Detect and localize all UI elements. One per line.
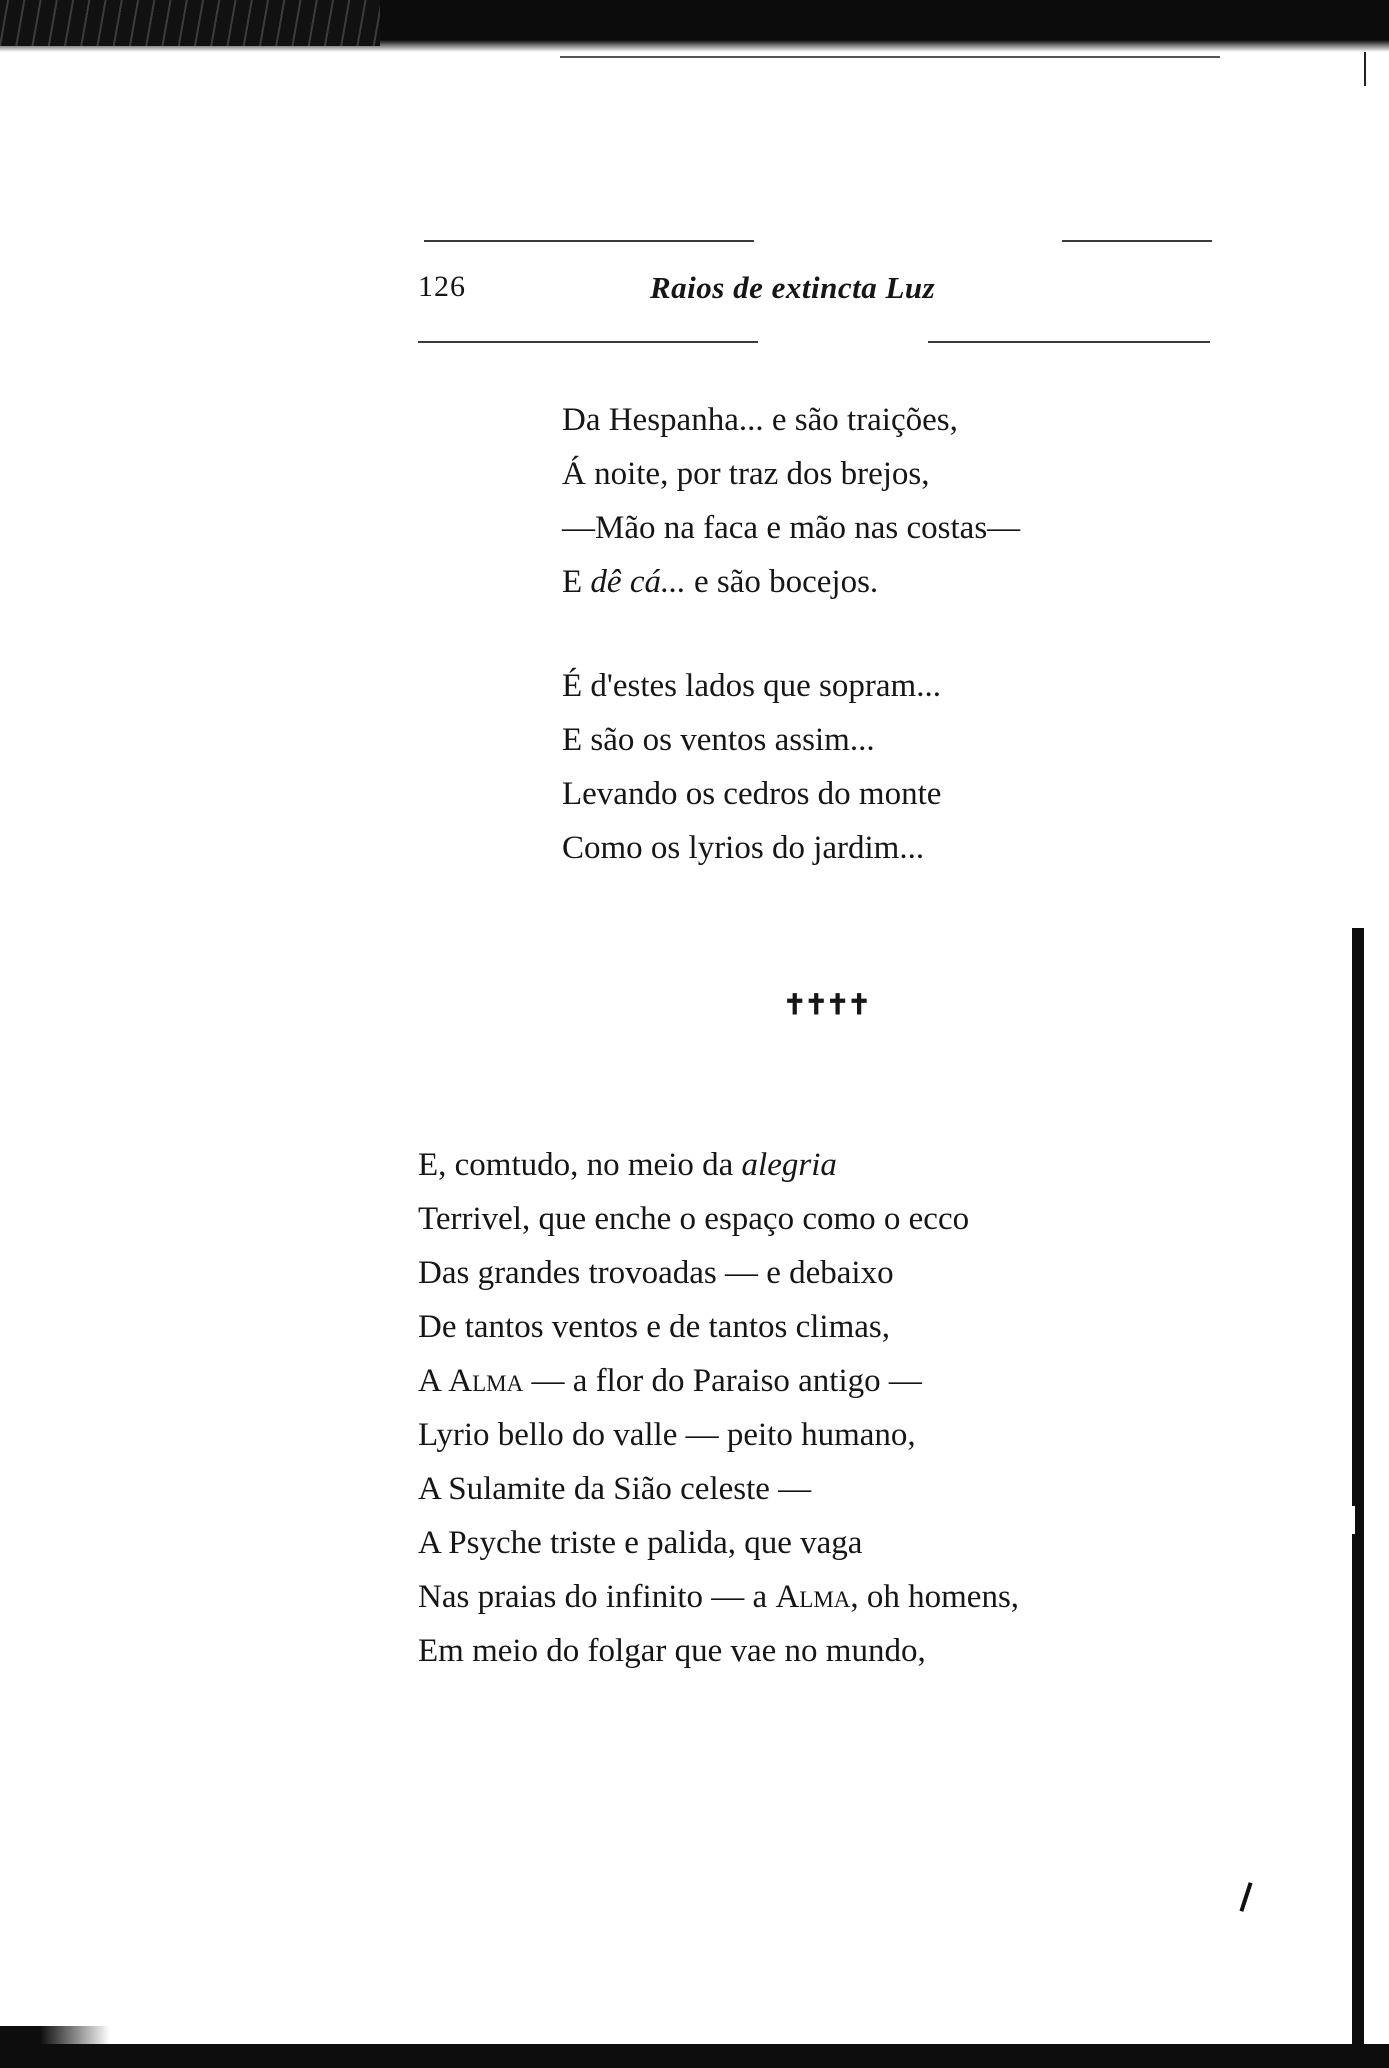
- verse-line: Terrivel, que enche o espaço como o ecco: [418, 1201, 970, 1237]
- scan-bottom-tail: [0, 2026, 110, 2046]
- scan-right-edge-notch: [1347, 1506, 1355, 1534]
- verse-line: A Psyche triste e palida, que vaga: [418, 1525, 863, 1561]
- verse-text: e são bocejos.: [685, 564, 879, 600]
- running-title: Raios de extincta Luz: [650, 270, 936, 305]
- header-rule-top-left: [424, 240, 754, 242]
- stanza-3: [418, 1138, 1019, 1678]
- page-number: 126: [418, 270, 466, 303]
- verse-text: E, comtudo, no meio da: [418, 1147, 742, 1183]
- verse-small-caps: Alma: [448, 1363, 524, 1399]
- verse-text: — a flor do Paraiso antigo —: [523, 1363, 922, 1399]
- verse-line: Lyrio bello do valle — peito humano,: [418, 1417, 916, 1453]
- scan-top-hatch: [0, 0, 380, 46]
- scan-mark: [1239, 1882, 1252, 1912]
- verse-text: A: [418, 1363, 449, 1399]
- verse-line: Em meio do folgar que vae no mundo,: [418, 1633, 926, 1669]
- verse-line: A Sulamite da Sião celeste —: [418, 1471, 812, 1507]
- verse-italic: alegria: [741, 1147, 837, 1183]
- verse-line: [418, 1138, 1019, 1192]
- verse-line: —Mão na faca e mão nas costas—: [562, 510, 1021, 546]
- verse-line: [418, 1570, 1019, 1624]
- verse-line: De tantos ventos e de tantos climas,: [418, 1309, 890, 1345]
- verse-italic: dê cá...: [590, 564, 686, 600]
- section-ornament: ✝✝✝✝: [783, 990, 869, 1021]
- verse-text: , oh homens,: [850, 1579, 1020, 1615]
- verse-line: [418, 1354, 1019, 1408]
- header-rule-bottom-left: [418, 341, 758, 343]
- verse-line: E são os ventos assim...: [562, 722, 875, 758]
- verse-line: Á noite, por traz dos brejos,: [562, 456, 930, 492]
- stanza-1: [562, 393, 1020, 609]
- scan-top-rule: [560, 56, 1220, 58]
- verse-line: Como os lyrios do jardim...: [562, 830, 925, 866]
- verse-line: [562, 555, 1020, 609]
- header-rule-bottom-right: [928, 341, 1210, 343]
- verse-line: Levando os cedros do monte: [562, 776, 942, 812]
- stanza-2: [562, 659, 941, 875]
- scan-right-edge: [1352, 928, 1364, 2056]
- verse-line: É d'estes lados que sopram...: [562, 668, 941, 704]
- scan-right-tick: [1364, 52, 1366, 86]
- verse-small-caps: Alma: [775, 1579, 851, 1615]
- scan-bottom-edge: [0, 2044, 1389, 2068]
- verse-text: E: [562, 564, 591, 600]
- running-head: [418, 270, 1218, 310]
- header-rule-top-right: [1062, 240, 1212, 242]
- verse-line: Da Hespanha... e são traições,: [562, 402, 958, 438]
- verse-line: Das grandes trovoadas — e debaixo: [418, 1255, 894, 1291]
- verse-text: Nas praias do infinito — a: [418, 1579, 776, 1615]
